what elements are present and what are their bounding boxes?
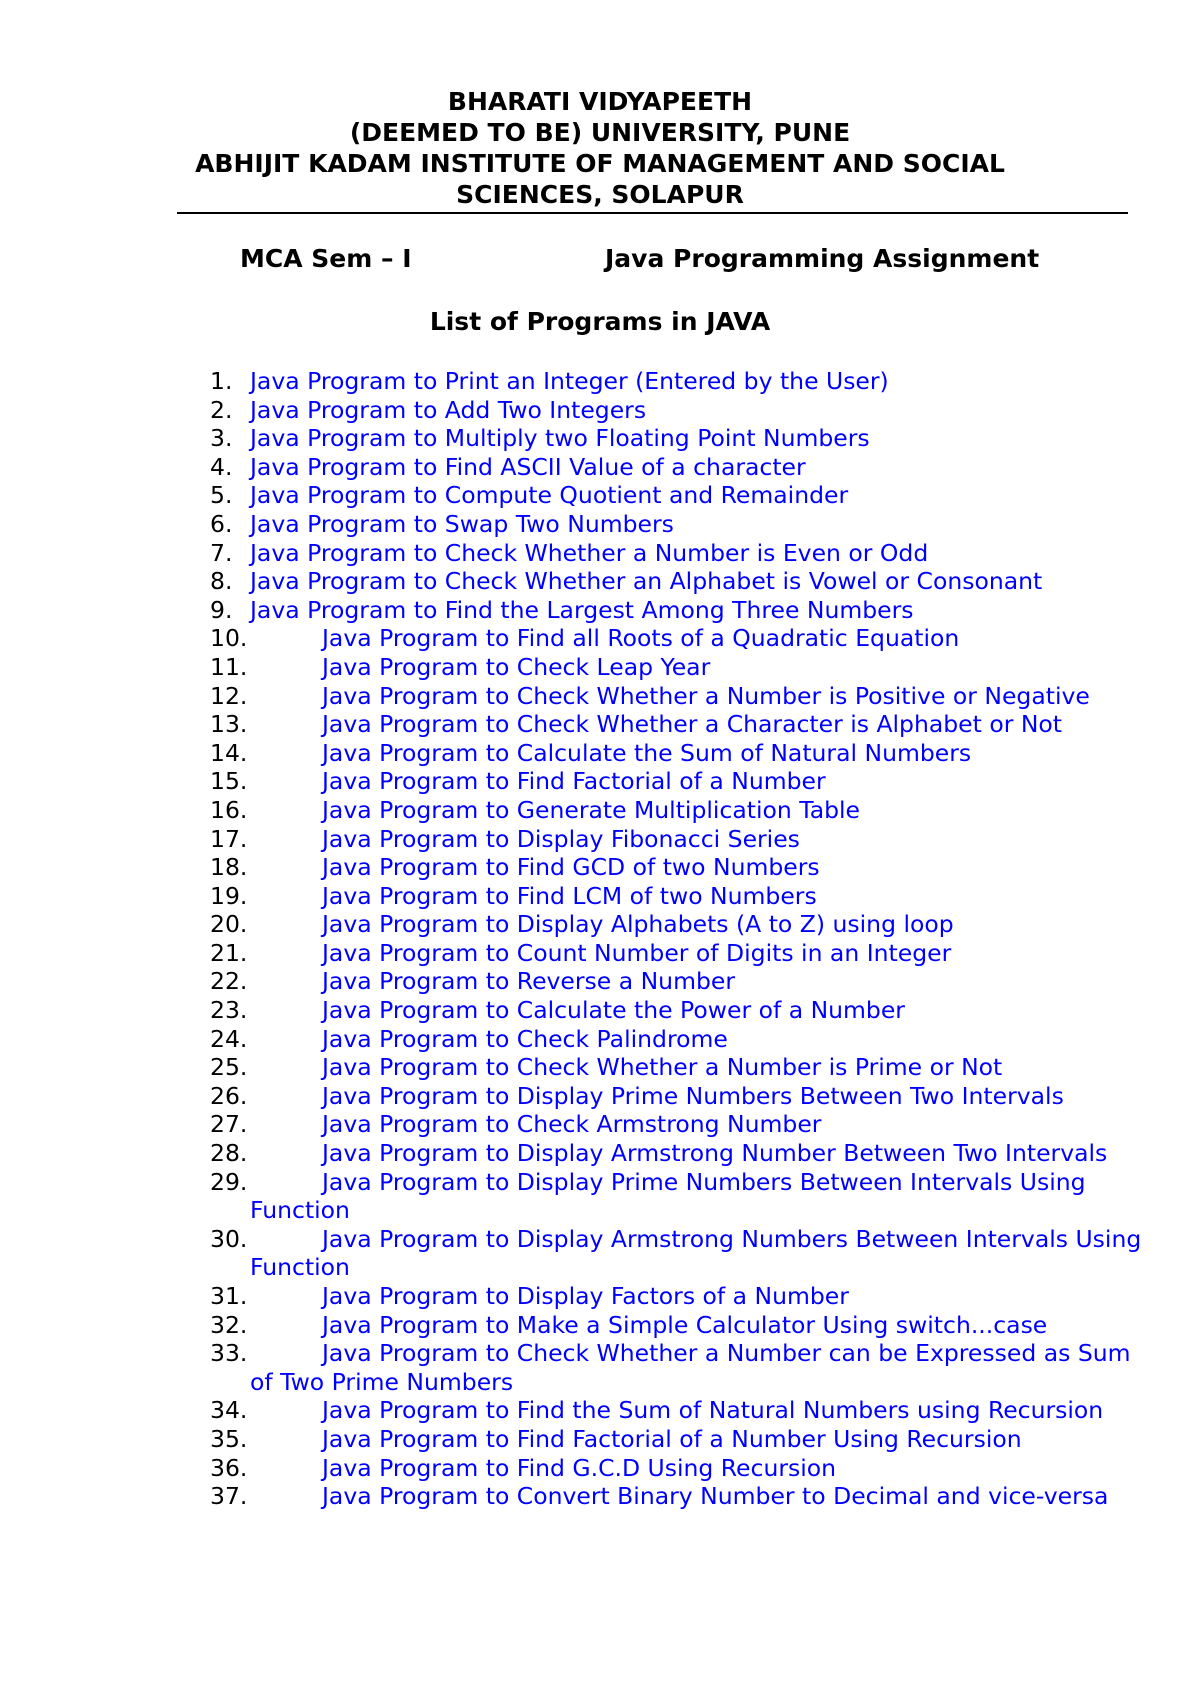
program-link[interactable]: Java Program to Display Armstrong Number Between Two Intervals [322, 1139, 1108, 1168]
program-item[interactable] [210, 1139, 1160, 1168]
program-link[interactable]: Java Program to Find GCD of two Numbers [322, 853, 820, 882]
program-item[interactable] [210, 967, 1160, 996]
program-item[interactable] [210, 624, 1160, 653]
program-link[interactable]: Java Program to Display Armstrong Numbers Between Intervals Using Function [250, 1224, 1142, 1282]
program-number: 34. [210, 1396, 248, 1425]
program-number: 30. [210, 1224, 248, 1253]
program-link[interactable]: Java Program to Display Prime Numbers Between Intervals Using Function [250, 1167, 1086, 1225]
program-item[interactable] [210, 1110, 1160, 1139]
program-link[interactable]: Java Program to Check Whether an Alphabet is Vowel or Consonant [250, 567, 1043, 596]
program-link[interactable]: Java Program to Calculate the Sum of Natural Numbers [322, 738, 972, 767]
program-number: 12. [210, 681, 248, 710]
program-number: 26. [210, 1081, 248, 1110]
program-link[interactable]: Java Program to Check Whether a Number is Prime or Not [322, 1053, 1003, 1082]
program-number: 37. [210, 1482, 248, 1511]
program-item[interactable] [210, 1053, 1160, 1082]
program-list [210, 367, 1160, 1511]
program-number: 36. [210, 1453, 248, 1482]
program-link[interactable]: Java Program to Convert Binary Number to Decimal and vice-versa [322, 1482, 1109, 1511]
program-link[interactable]: Java Program to Find all Roots of a Quadratic Equation [322, 624, 960, 653]
program-number: 11. [210, 652, 248, 681]
program-number: 22. [210, 967, 248, 996]
program-item[interactable] [210, 1282, 1160, 1311]
program-item[interactable] [210, 796, 1160, 825]
program-link[interactable]: Java Program to Find Factorial of a Number Using Recursion [322, 1424, 1022, 1453]
program-number: 16. [210, 795, 248, 824]
program-link[interactable]: Java Program to Find the Largest Among Three Numbers [250, 595, 914, 624]
program-item[interactable] [210, 1311, 1160, 1340]
header-line-3: ABHIJIT KADAM INSTITUTE OF MANAGEMENT AND SOCIAL [195, 149, 1005, 178]
program-number: 17. [210, 824, 248, 853]
program-item[interactable] [210, 1396, 1160, 1425]
program-link[interactable]: Java Program to Add Two Integers [250, 395, 647, 424]
program-link[interactable]: Java Program to Swap Two Numbers [250, 509, 674, 538]
header-divider [177, 212, 1128, 214]
program-link[interactable]: Java Program to Generate Multiplication Table [322, 795, 861, 824]
program-link[interactable]: Java Program to Display Factors of a Number [322, 1282, 849, 1310]
program-link[interactable]: Java Program to Print an Integer (Entered by the User) [250, 367, 889, 395]
program-item[interactable] [210, 1339, 1160, 1396]
program-number: 23. [210, 996, 248, 1025]
program-number: 10. [210, 624, 248, 653]
program-number: 35. [210, 1424, 248, 1453]
assignment-title: Java Programming Assignment [605, 244, 1040, 273]
program-link[interactable]: Java Program to Display Prime Numbers Between Two Intervals [322, 1081, 1064, 1110]
program-number: 5. [210, 481, 233, 510]
program-item[interactable] [210, 1482, 1160, 1511]
program-item[interactable] [210, 767, 1160, 796]
program-number: 31. [210, 1282, 248, 1310]
program-number: 27. [210, 1110, 248, 1139]
program-number: 9. [210, 595, 233, 624]
program-link[interactable]: Java Program to Check Leap Year [322, 652, 711, 681]
program-link[interactable]: Java Program to Check Whether a Number is Even or Odd [250, 538, 929, 567]
program-link[interactable]: Java Program to Count Number of Digits in an Integer [322, 938, 952, 967]
program-item[interactable] [210, 682, 1160, 711]
list-title: List of Programs in JAVA [429, 307, 771, 336]
program-item[interactable] [210, 739, 1160, 768]
program-number: 15. [210, 767, 248, 796]
program-item[interactable] [210, 825, 1160, 854]
program-item[interactable] [210, 653, 1160, 682]
program-number: 3. [210, 424, 233, 453]
program-item[interactable] [210, 939, 1160, 968]
program-item[interactable] [210, 481, 1160, 510]
header-line-2: (DEEMED TO BE) UNIVERSITY, PUNE [349, 118, 851, 147]
institution-header [0, 86, 1200, 210]
program-number: 19. [210, 881, 248, 910]
program-link[interactable]: Java Program to Calculate the Power of a Number [322, 996, 905, 1025]
program-link[interactable]: Java Program to Display Fibonacci Series [322, 824, 800, 853]
program-number: 1. [210, 367, 233, 395]
program-link[interactable]: Java Program to Find LCM of two Numbers [322, 881, 817, 910]
program-link[interactable]: Java Program to Check Whether a Number is Positive or Negative [322, 681, 1090, 710]
program-link[interactable]: Java Program to Find ASCII Value of a character [250, 452, 806, 481]
program-number: 21. [210, 938, 248, 967]
header-line-1: BHARATI VIDYAPEETH [447, 87, 753, 116]
program-link[interactable]: Java Program to Check Whether a Character is Alphabet or Not [322, 710, 1062, 739]
program-item[interactable] [210, 424, 1160, 453]
program-number: 4. [210, 452, 233, 481]
program-number: 29. [210, 1167, 248, 1196]
program-item[interactable] [210, 453, 1160, 482]
program-item[interactable] [210, 710, 1160, 739]
program-item[interactable] [210, 1454, 1160, 1483]
program-item[interactable] [210, 367, 1160, 396]
program-item[interactable] [210, 853, 1160, 882]
program-item[interactable] [210, 567, 1160, 596]
program-link[interactable]: Java Program to Reverse a Number [322, 967, 735, 996]
program-item[interactable] [210, 1225, 1160, 1282]
program-item[interactable] [210, 1082, 1160, 1111]
program-number: 33. [210, 1339, 248, 1368]
program-number: 28. [210, 1139, 248, 1168]
program-number: 24. [210, 1024, 248, 1053]
program-link[interactable]: Java Program to Check Palindrome [322, 1024, 728, 1053]
program-number: 32. [210, 1310, 248, 1339]
program-item[interactable] [210, 596, 1160, 625]
program-number: 7. [210, 538, 233, 567]
program-number: 20. [210, 910, 248, 939]
program-item[interactable] [210, 1168, 1160, 1225]
program-link[interactable]: Java Program to Find G.C.D Using Recursion [322, 1453, 837, 1482]
program-link[interactable]: Java Program to Make a Simple Calculator Using switch...case [322, 1310, 1048, 1339]
program-number: 18. [210, 853, 248, 882]
program-link[interactable]: Java Program to Compute Quotient and Remainder [250, 481, 849, 510]
program-item[interactable] [210, 1425, 1160, 1454]
program-link[interactable]: Java Program to Display Alphabets (A to Z) using loop [322, 910, 954, 939]
program-link[interactable]: Java Program to Check Armstrong Number [322, 1110, 822, 1139]
program-item[interactable] [210, 910, 1160, 939]
program-item[interactable] [210, 539, 1160, 568]
program-link[interactable]: Java Program to Multiply two Floating Point Numbers [250, 424, 870, 453]
program-number: 14. [210, 738, 248, 767]
semester-label: MCA Sem – I [240, 244, 412, 273]
program-number: 6. [210, 509, 233, 538]
program-number: 8. [210, 567, 233, 596]
program-link[interactable]: Java Program to Find Factorial of a Number [322, 767, 826, 796]
program-item[interactable] [210, 1025, 1160, 1054]
program-link[interactable]: Java Program to Find the Sum of Natural Numbers using Recursion [322, 1396, 1104, 1425]
program-item[interactable] [210, 882, 1160, 911]
program-item[interactable] [210, 510, 1160, 539]
program-link[interactable]: Java Program to Check Whether a Number can be Expressed as Sum of Two Prime Numbers [250, 1339, 1131, 1396]
program-item[interactable] [210, 396, 1160, 425]
program-item[interactable] [210, 996, 1160, 1025]
program-number: 25. [210, 1053, 248, 1082]
program-number: 2. [210, 395, 233, 424]
header-line-4: SCIENCES, SOLAPUR [456, 180, 744, 209]
program-number: 13. [210, 710, 248, 739]
